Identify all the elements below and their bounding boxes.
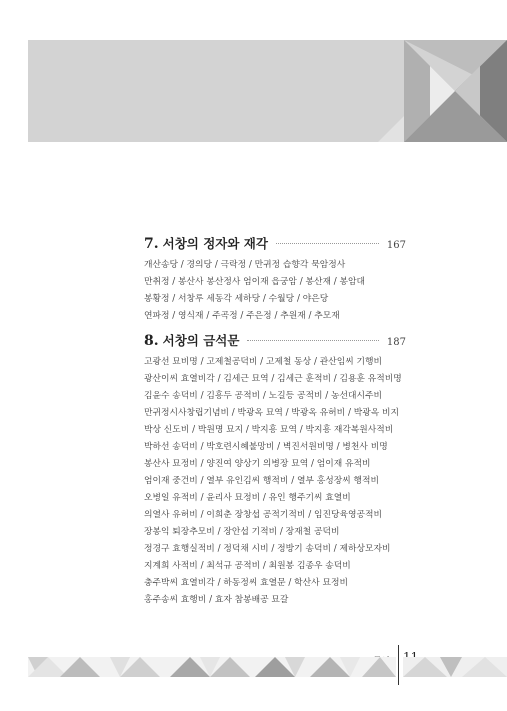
entry-line: 정경구 효행실적비 / 정덕채 시비 / 정방기 송덕비 / 제하상모자비 xyxy=(144,544,391,554)
section-entries xyxy=(144,354,406,609)
section-page-number: 167 xyxy=(386,240,406,251)
footer-triangle-pattern xyxy=(0,657,507,677)
entry-line: 박하선 송덕비 / 박호련시혜불망비 / 벽진서원비명 / 병천사 비명 xyxy=(144,442,388,452)
entry-line: 박상 신도비 / 박원명 묘지 / 박지흥 묘역 / 박지흥 재각복원사적비 xyxy=(144,425,394,435)
entry-line: 봉황정 / 서창루 세동각 세하당 / 수월당 / 야은당 xyxy=(144,294,329,304)
section-heading[interactable] xyxy=(144,331,406,349)
entry-line: 김윤수 송덕비 / 김흥두 공적비 / 노길등 공적비 / 농선대시주비 xyxy=(144,391,383,401)
entry-line: 충주박씨 효열비각 / 하동정씨 효열문 / 학산사 묘정비 xyxy=(144,578,348,588)
entry-line: 지계희 사적비 / 최석규 공적비 / 최원봉 김종우 송덕비 xyxy=(144,561,351,571)
section-heading[interactable] xyxy=(144,234,406,252)
section-page-number: 187 xyxy=(386,337,406,348)
entry-line: 개산송당 / 경의당 / 극락정 / 만귀정 습향각 묵암정사 xyxy=(144,260,346,270)
entry-line: 오병일 유적비 / 윤리사 묘정비 / 유인 행주기씨 효열비 xyxy=(144,493,351,503)
dot-leader xyxy=(247,340,378,341)
dot-leader xyxy=(276,243,379,244)
entry-line: 봉산사 묘정비 / 양진여 양상기 의병장 묘역 / 엄이재 유적비 xyxy=(144,459,371,469)
entry-line: 만취정 / 봉산사 봉산정사 엄이재 읍궁암 / 봉산재 / 봉암대 xyxy=(144,277,366,287)
section-number: 7. xyxy=(144,236,159,252)
entry-line: 엄이재 중건비 / 열부 유인김씨 행적비 / 열부 홍성장씨 행적비 xyxy=(144,476,380,486)
entry-line: 홍주송씨 효행비 / 효자 참봉배공 묘갈 xyxy=(144,595,289,605)
header-triangle-pattern xyxy=(28,40,507,142)
section-number: 8. xyxy=(144,333,159,349)
entry-line: 고광선 묘비명 / 고제철공덕비 / 고제철 동상 / 관산임씨 기행비 xyxy=(144,357,383,367)
section-entries xyxy=(144,257,406,325)
section-title: 서창의 정자와 재각 xyxy=(162,236,268,251)
entry-line: 만귀정시사창립기념비 / 박광옥 묘역 / 박광옥 유허비 / 박광옥 비지 xyxy=(144,408,400,418)
entry-line: 연파정 / 영식재 / 주곡정 / 주은정 / 추원재 / 추모재 xyxy=(144,311,340,321)
entry-line: 의열사 유허비 / 이희춘 장창섭 공적기적비 / 임진당육영공적비 xyxy=(144,510,382,520)
entry-line: 장봉익 퇴장추모비 / 장안섭 기적비 / 장재철 공덕비 xyxy=(144,527,340,537)
toc-section-7 xyxy=(144,234,406,325)
entry-line: 광산이씨 효열비각 / 김세근 묘역 / 김세근 훈적비 / 김용훈 유적비명 xyxy=(144,374,402,384)
header-banner xyxy=(28,40,507,142)
toc-section-8 xyxy=(144,331,406,609)
section-title: 서창의 금석문 xyxy=(162,333,240,348)
